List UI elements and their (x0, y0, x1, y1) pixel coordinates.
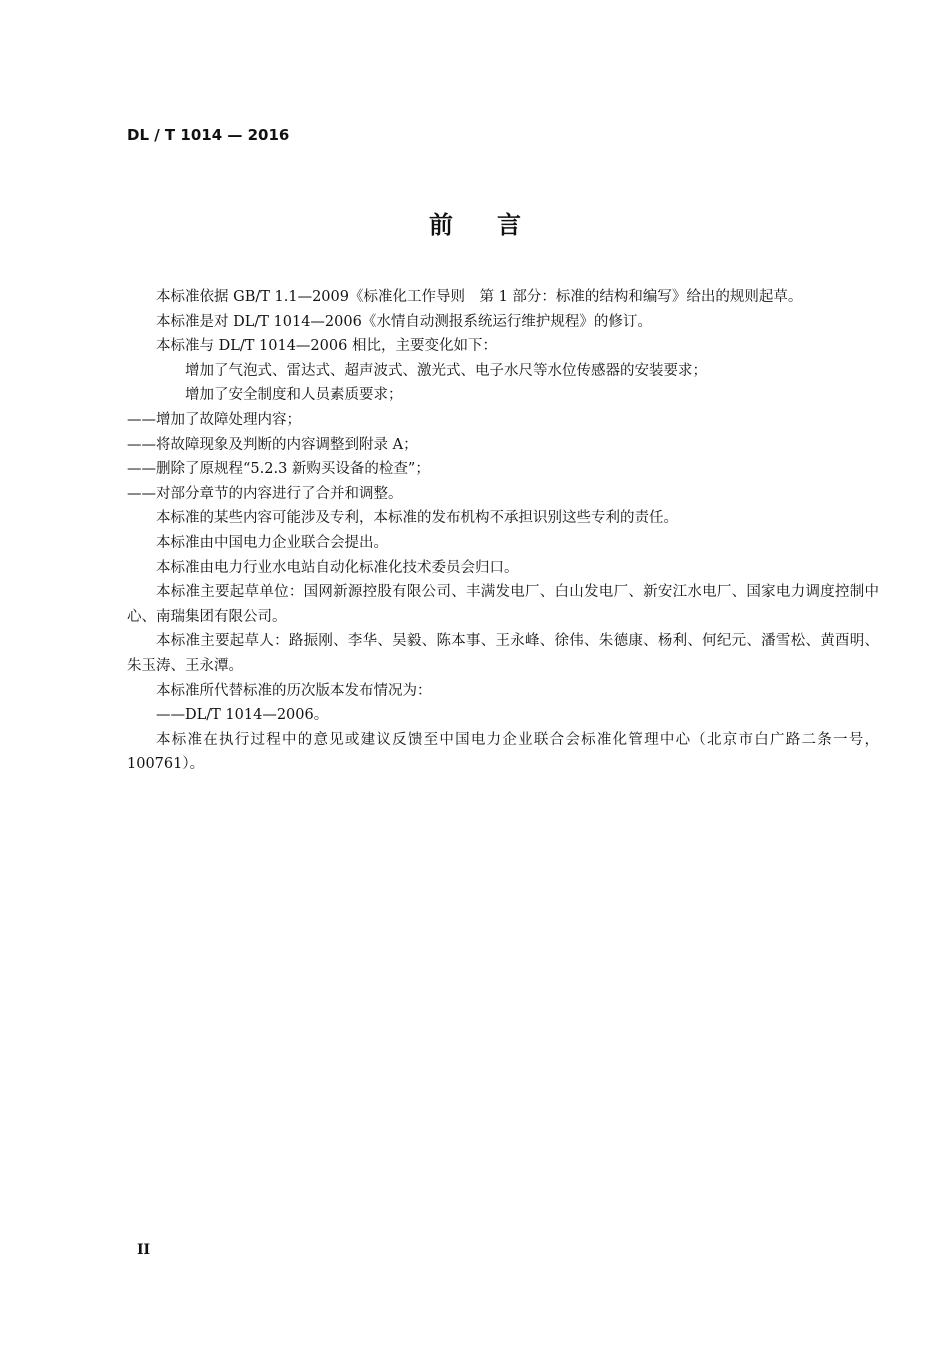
paragraph-drafting-units: 本标准主要起草单位：国网新源控股有限公司、丰满发电厂、白山发电厂、新安江水电厂、国家电力调度控制中心、南瑞集团有限公司。 (127, 584, 879, 625)
change-item-appendix: ——将故障现象及判断的内容调整到附录 A； (127, 436, 418, 453)
paragraph-drafters: 本标准主要起草人：路振刚、李华、吴毅、陈本事、王永峰、徐伟、朱德康、杨利、何纪元、潘雪松、黄酉明、朱玉涛、王永潭。 (127, 633, 879, 674)
paragraph-proposer: 本标准由中国电力企业联合会提出。 (156, 534, 388, 551)
change-item-safety: 增加了安全制度和人员素质要求； (185, 387, 403, 404)
change-item-sensors: 增加了气泡式、雷达式、超声波式、激光式、电子水尺等水位传感器的安装要求； (185, 362, 707, 379)
change-item-deleted: ——删除了原规程“5.2.3 新购买设备的检查”； (127, 461, 430, 478)
standard-code: DL / T 1014 — 2016 (127, 126, 290, 144)
change-item-troubleshooting: ——增加了故障处理内容； (127, 411, 301, 428)
page-title: 前言 (429, 211, 565, 239)
paragraph-basis: 本标准依据 GB/T 1.1—2009《标准化工作导则 第 1 部分：标准的结构和编写》给出的规则起草。 (156, 289, 803, 305)
paragraph-committee: 本标准由电力行业水电站自动化标准化技术委员会归口。 (156, 559, 519, 576)
change-item-merged: ——对部分章节的内容进行了合并和调整。 (127, 485, 403, 502)
paragraph-changes-intro: 本标准与 DL/T 1014—2006 相比，主要变化如下： (156, 338, 497, 355)
paragraph-patent: 本标准的某些内容可能涉及专利，本标准的发布机构不承担识别这些专利的责任。 (156, 510, 678, 527)
history-item: ——DL/T 1014—2006。 (156, 707, 329, 724)
paragraph-feedback: 本标准在执行过程中的意见或建议反馈至中国电力企业联合会标准化管理中心（北京市白广路二条一号，100761）。 (127, 731, 879, 773)
paragraph-revision: 本标准是对 DL/T 1014—2006《水情自动测报系统运行维护规程》的修订。 (156, 313, 652, 330)
paragraph-history-intro: 本标准所代替标准的历次版本发布情况为： (156, 682, 432, 699)
page-number: II (137, 1242, 151, 1258)
foreword-body (127, 285, 879, 777)
